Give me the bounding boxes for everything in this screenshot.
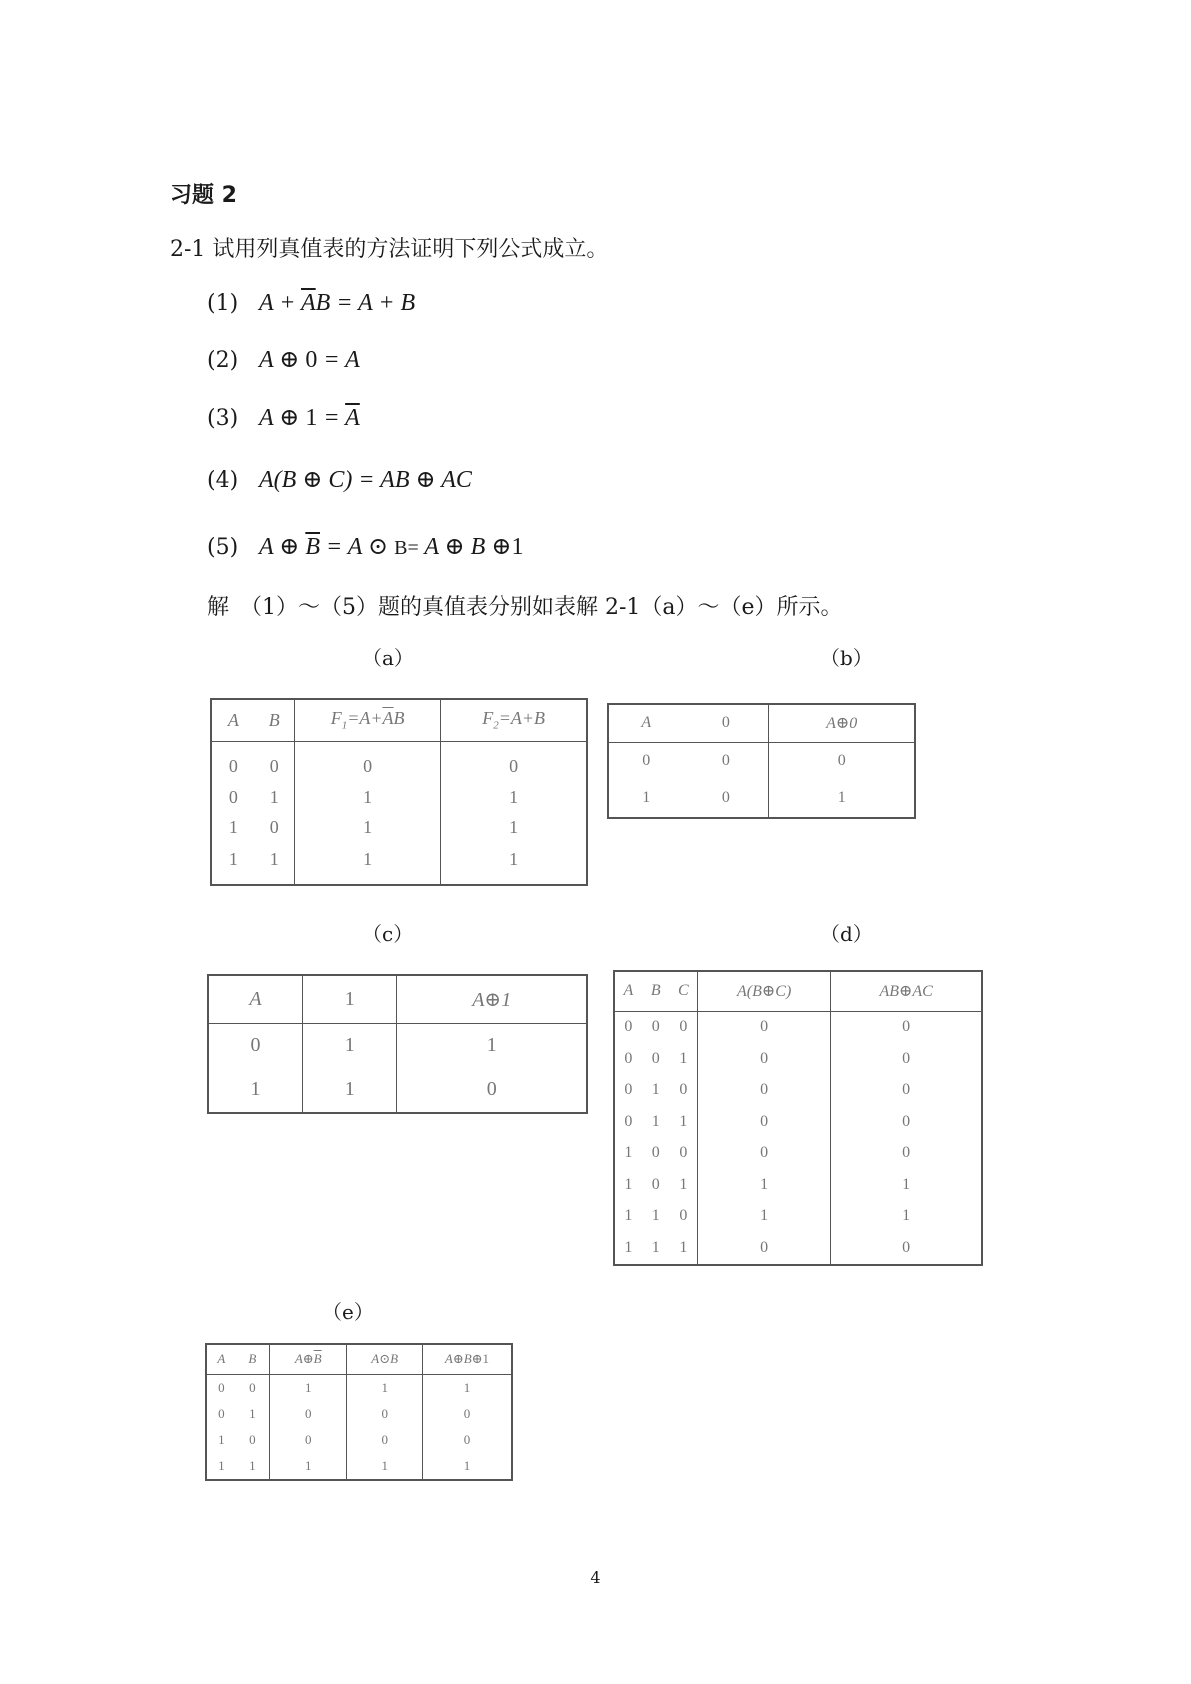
- table-row: 1 0 1 1 1: [614, 1169, 982, 1200]
- header-cell: B: [236, 1344, 270, 1374]
- table-row: 0 1 1: [208, 1023, 587, 1068]
- table-row: 1 1 0: [208, 1068, 587, 1113]
- table-row: 1 0 1 1: [211, 813, 587, 843]
- section-heading: 习题 2: [170, 183, 237, 208]
- header-cell: A⊕1: [397, 975, 587, 1023]
- header-cell: A: [206, 1344, 236, 1374]
- table-header-row: [608, 704, 915, 742]
- table-row: 1 0 1: [608, 779, 915, 818]
- truth-table-a: [210, 698, 588, 886]
- header-cell: C: [670, 971, 698, 1011]
- table-row: 1 0 0 0 0: [614, 1138, 982, 1169]
- truth-table-c: [207, 974, 588, 1114]
- header-cell: AB⊕AC: [831, 971, 982, 1011]
- header-cell: $F_2=A+B$: [441, 699, 587, 741]
- header-cell: B: [255, 699, 295, 741]
- formula-5: [207, 532, 523, 561]
- formula-expression: A(B ⊕ C) = AB ⊕ AC: [259, 467, 472, 493]
- table-row: 0 0 0 0 0: [614, 1011, 982, 1043]
- formula-1: [207, 290, 415, 317]
- formula-number: (5): [207, 535, 239, 560]
- header-cell: B: [642, 971, 670, 1011]
- table-row: 0 1 0 0 0: [206, 1401, 512, 1427]
- header-cell: 0: [683, 704, 768, 742]
- header-cell: A⊕B⊕1: [422, 1344, 512, 1374]
- solution-text: 解 （1）～（5）题的真值表分别如表解 2-1（a）～（e）所示。: [207, 595, 843, 620]
- table-row: 1 1 1 1 1: [206, 1452, 512, 1480]
- header-cell: A: [614, 971, 642, 1011]
- caption-c: （c）: [362, 922, 414, 946]
- header-cell: 1: [302, 975, 396, 1023]
- formula-expression: A ⊕ 0 = A: [259, 347, 360, 373]
- table-row: 0 0 0 0: [211, 741, 587, 783]
- page-number: 4: [590, 1568, 601, 1587]
- formula-4: [207, 465, 472, 494]
- caption-d: （d）: [820, 922, 873, 946]
- truth-table-b: [607, 703, 916, 819]
- table-header-row: [614, 971, 982, 1011]
- table-row: 1 1 0 1 1: [614, 1200, 982, 1231]
- formula-number: (4): [207, 468, 239, 493]
- header-cell: $F_1=A+\overline{A}B$: [294, 699, 440, 741]
- caption-b: （b）: [820, 646, 873, 670]
- truth-table-d: [613, 970, 983, 1266]
- table-header-row: [211, 699, 587, 741]
- table-row: 1 1 1 0 0: [614, 1232, 982, 1265]
- header-cell: A: [608, 704, 683, 742]
- formula-3: [207, 403, 360, 432]
- table-header-row: [208, 975, 587, 1023]
- truth-table-e: [205, 1343, 513, 1481]
- formula-expression: $A + \overline{A}B = A + B$: [259, 290, 416, 316]
- formula-expression: A ⊕ $1 = \overline{A}$: [259, 405, 360, 431]
- table-row: 1 1 1 1: [211, 842, 587, 885]
- table-header-row: [206, 1344, 512, 1374]
- table-row: 1 0 0 0 0: [206, 1427, 512, 1453]
- table-row: 0 1 1 1: [211, 783, 587, 813]
- caption-a: （a）: [362, 646, 414, 670]
- header-cell: A⊙B: [347, 1344, 422, 1374]
- formula-expression: A ⊕ $\overline{B} = A$ ⊙ B= A ⊕ B ⊕1: [259, 534, 524, 560]
- table-row: 0 0 1 1 1: [206, 1374, 512, 1401]
- formula-number: (2): [207, 348, 239, 373]
- header-cell: A⊕0: [769, 704, 915, 742]
- table-row: 0 1 1 0 0: [614, 1106, 982, 1137]
- formula-number: (3): [207, 406, 239, 431]
- header-cell: A: [208, 975, 302, 1023]
- table-row: 0 0 1 0 0: [614, 1043, 982, 1074]
- caption-e: （e）: [322, 1300, 374, 1324]
- table-row: 0 1 0 0 0: [614, 1075, 982, 1106]
- formula-number: (1): [207, 291, 239, 316]
- formula-2: [207, 345, 360, 374]
- header-cell: $A\oplus\overline{B}$: [269, 1344, 346, 1374]
- header-cell: A: [211, 699, 255, 741]
- problem-statement: 2-1 试用列真值表的方法证明下列公式成立。: [170, 237, 609, 262]
- header-cell: A(B⊕C): [698, 971, 831, 1011]
- table-row: 0 0 0: [608, 742, 915, 779]
